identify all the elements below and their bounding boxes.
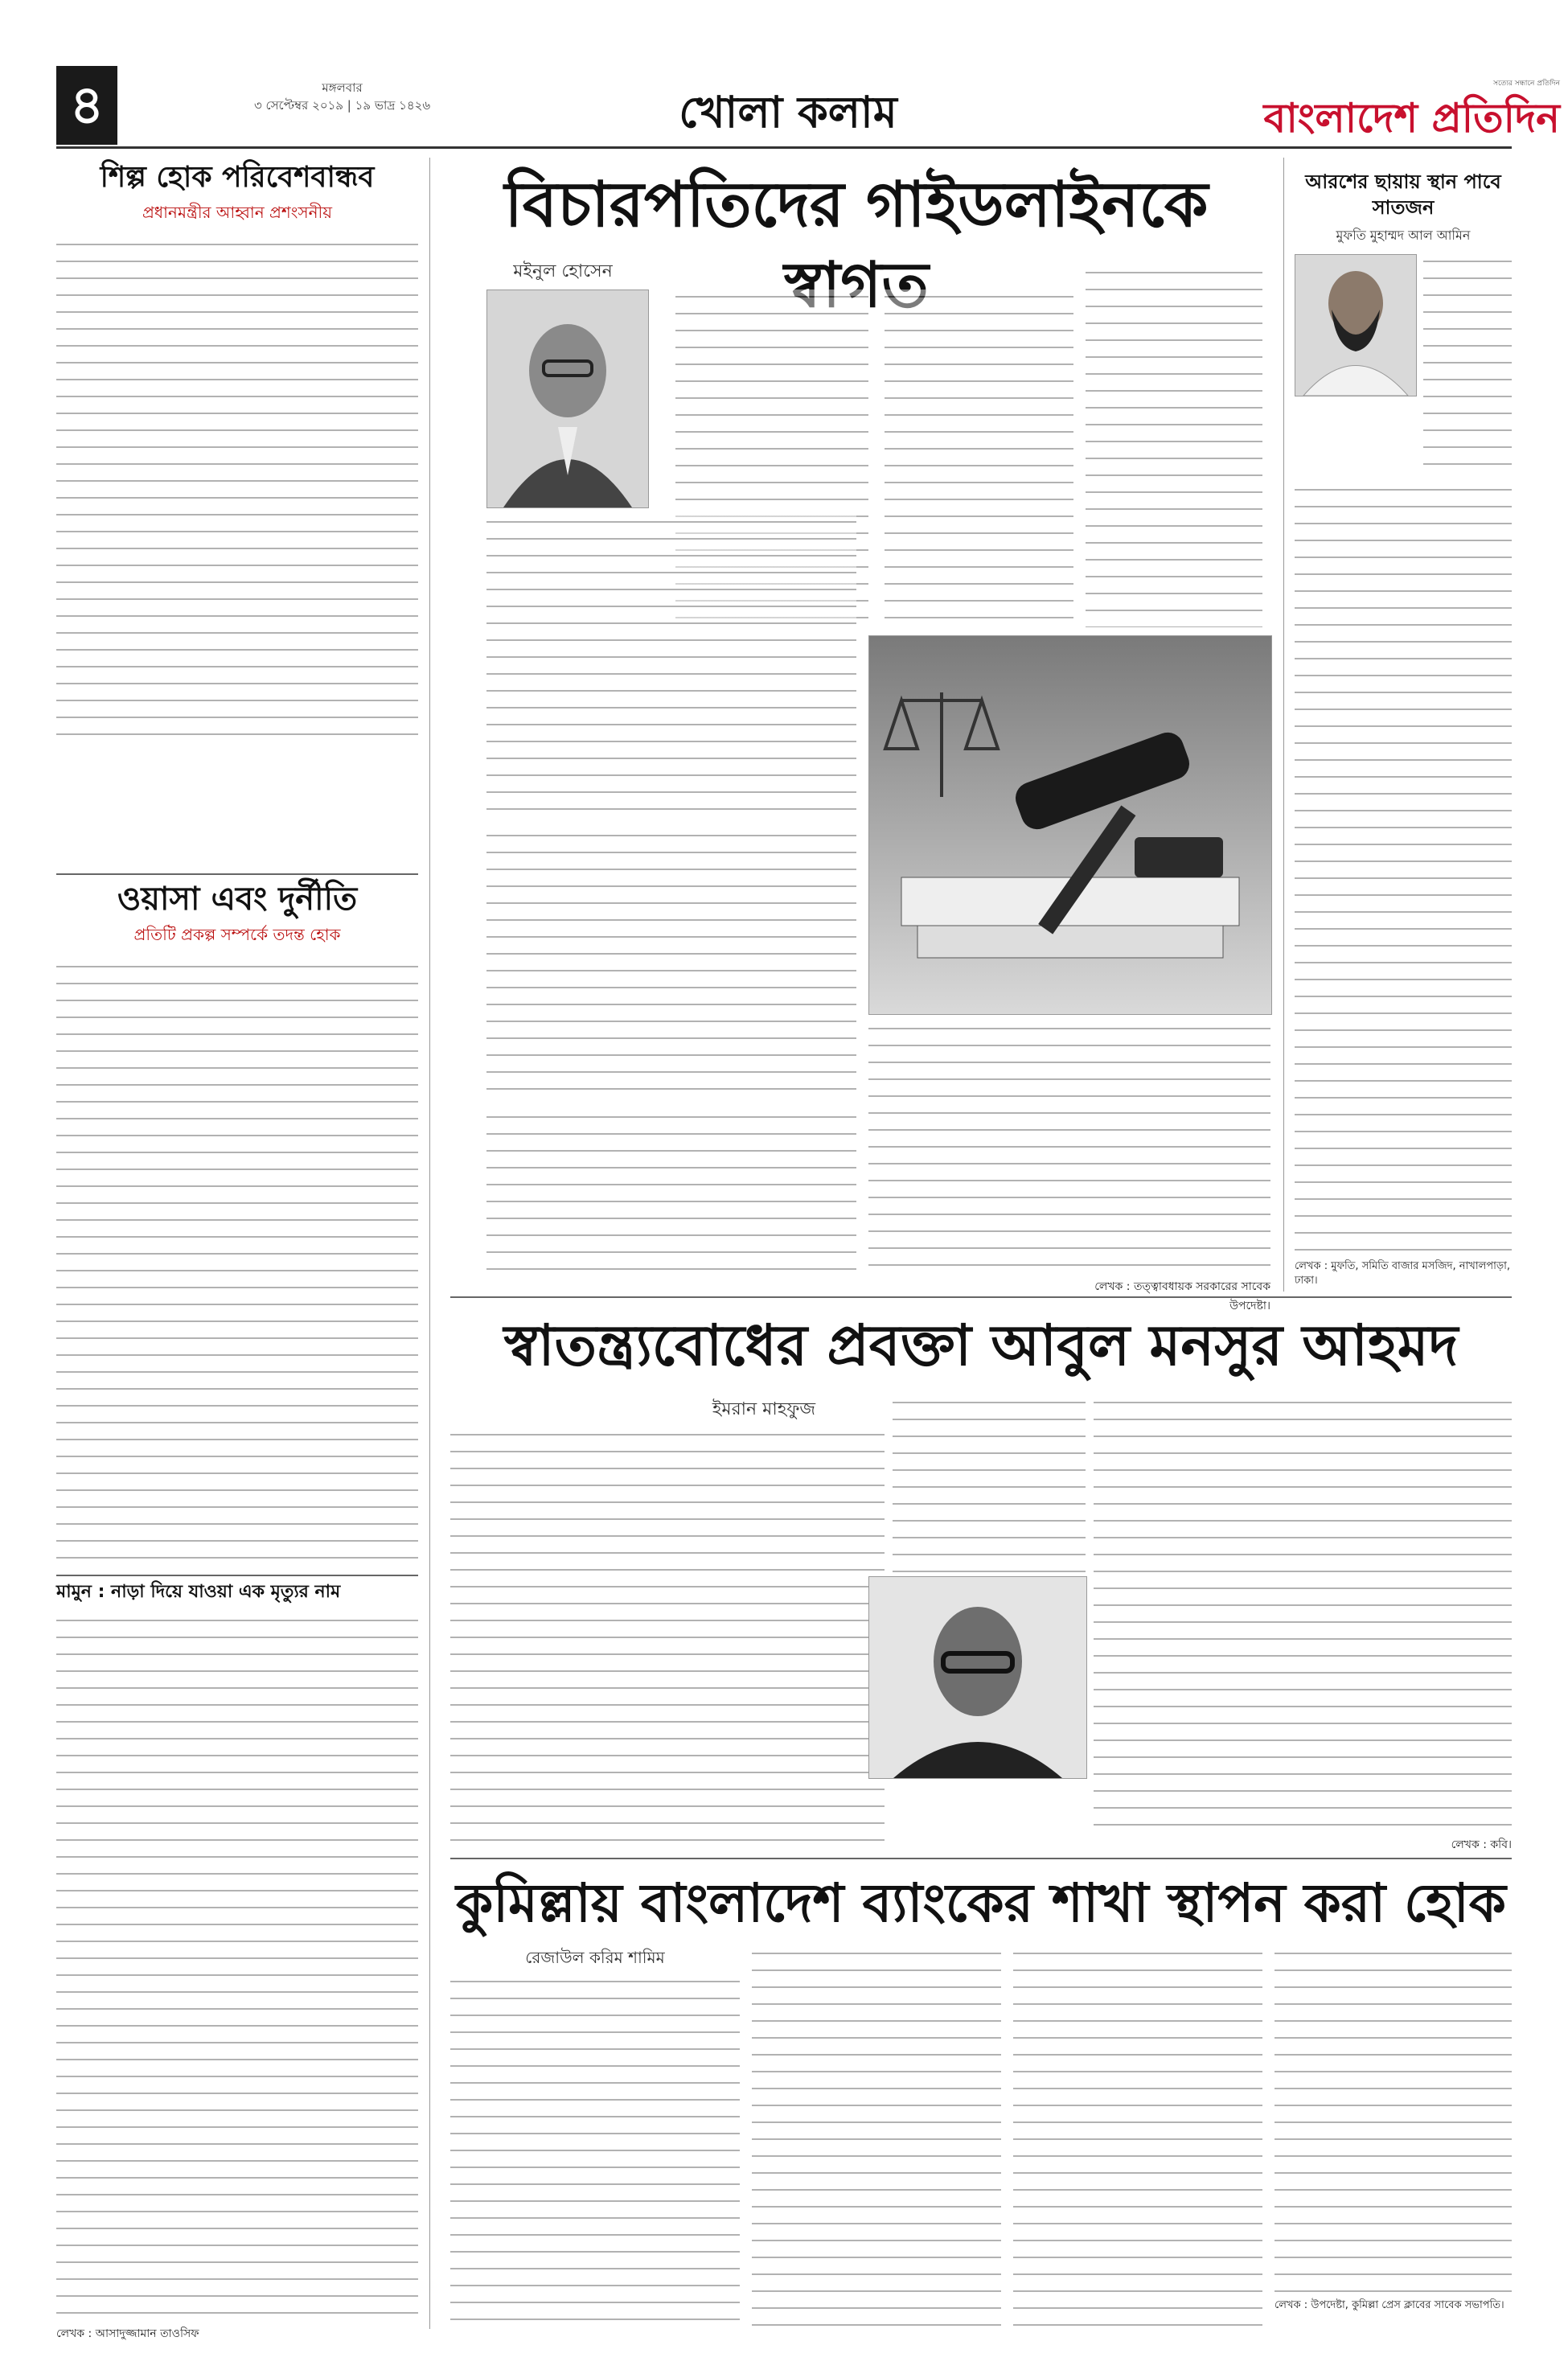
editorial-wasa bbox=[56, 877, 418, 1559]
article-cumilla-col4 bbox=[1275, 1946, 1512, 2292]
editorial-wasa-title: ওয়াসা এবং দুর্নীতি bbox=[117, 881, 358, 918]
divider bbox=[56, 873, 418, 875]
author-portrait-icon bbox=[1295, 255, 1416, 396]
issue-day: মঙ্গলবার bbox=[322, 80, 363, 95]
gavel-icon bbox=[869, 636, 1271, 1014]
editorial-wasa-body bbox=[56, 959, 418, 1559]
article-abul-mansur-col3 bbox=[1094, 1395, 1512, 1830]
divider bbox=[450, 1296, 1512, 1298]
editorial-shilpo-title: শিল্প হোক পরিবেশবান্ধব bbox=[100, 161, 375, 194]
article-mamun-title: মামুন : নাড়া দিয়ে যাওয়া এক মৃত্যুর নাম bbox=[56, 1582, 341, 1602]
author-portrait-icon bbox=[487, 290, 648, 507]
article-abul-mansur-col1 bbox=[450, 1427, 885, 1846]
article-bicharpoti-col2-top bbox=[885, 290, 1073, 627]
article-cumilla-author: রেজাউল করিম শামিম bbox=[525, 1948, 665, 1967]
gavel-illustration bbox=[868, 635, 1272, 1015]
article-bicharpoti-col1 bbox=[486, 515, 856, 820]
article-arosh-footnote: লেখক : মুফতি, সমিতি বাজার মসজিদ, নাখালপাড়া, ঢাকা। bbox=[1295, 1260, 1511, 1287]
issue-date bbox=[254, 79, 430, 114]
article-bicharpoti-author: মইনুল হোসেন bbox=[513, 261, 613, 281]
editorial-shilpo-body bbox=[56, 237, 418, 736]
divider bbox=[450, 1858, 1512, 1859]
column-rule bbox=[429, 158, 430, 2329]
editorial-shilpo bbox=[56, 158, 418, 736]
masthead-rule bbox=[56, 146, 1512, 149]
divider bbox=[56, 1575, 418, 1576]
article-cumilla-footnote: লেখক : উপদেষ্টা, কুমিল্লা প্রেস ক্লাবের সাবেক সভাপতি। bbox=[1275, 2299, 1504, 2311]
brand-tagline: সত্যের সন্ধানে প্রতিদিন bbox=[1493, 80, 1560, 88]
article-bicharpoti-col1-end bbox=[486, 1110, 856, 1271]
article-cumilla-title: কুমিল্লায় বাংলাদেশ ব্যাংকের শাখা স্থাপন করা হোক bbox=[456, 1872, 1506, 1934]
article-bicharpoti-lower bbox=[868, 1021, 1270, 1271]
article-arosh-author: মুফতি মুহাম্মদ আল আমিন bbox=[1336, 228, 1471, 243]
article-abul-mansur-author: ইমরান মাহফুজ bbox=[712, 1399, 816, 1419]
article-bicharpoti-col3 bbox=[1086, 265, 1262, 627]
article-arosh-title: আরশের ছায়ায় স্থান পাবে সাতজন bbox=[1305, 170, 1501, 219]
article-mamun-footnote: লেখক : আসাদুজ্জামান তাওসিফ bbox=[56, 2327, 199, 2340]
article-mamun bbox=[56, 1579, 418, 2343]
article-bicharpoti-col1-lower bbox=[486, 828, 856, 1102]
section-title: খোলা কলাম bbox=[679, 87, 897, 138]
portrait-icon bbox=[869, 1577, 1086, 1778]
author-photo bbox=[486, 290, 649, 508]
editorial-wasa-subtitle: প্রতিটি প্রকল্প সম্পর্কে তদন্ত হোক bbox=[133, 925, 341, 944]
article-abul-mansur-title: স্বাতন্ত্র্যবোধের প্রবক্তা আবুল মনসুর আহমদ bbox=[503, 1312, 1459, 1378]
column-rule bbox=[1283, 158, 1284, 1292]
article-cumilla-col2 bbox=[752, 1946, 1001, 2328]
article-arosh-body-top bbox=[1423, 254, 1512, 471]
article-arosh-body bbox=[1295, 483, 1512, 1255]
issue-date-text: ৩ সেপ্টেম্বর ২০১৯ | ১৯ ভাদ্র ১৪২৬ bbox=[254, 98, 431, 113]
editorial-shilpo-subtitle: প্রধানমন্ত্রীর আহ্বান প্রশংসনীয় bbox=[142, 203, 333, 222]
abul-mansur-portrait bbox=[868, 1576, 1087, 1779]
article-bicharpoti-footnote: লেখক : তত্ত্বাবধায়ক সরকারের সাবেক উপদেষ্টা। bbox=[1094, 1280, 1270, 1312]
article-cumilla-col3 bbox=[1013, 1946, 1262, 2328]
article-abul-mansur-footnote: লেখক : কবি। bbox=[1451, 1838, 1512, 1851]
author-photo bbox=[1295, 254, 1417, 396]
article-bicharpoti-title: বিচারপতিদের গাইডলাইনকে স্বাগত bbox=[504, 169, 1209, 322]
newspaper-logo: বাংলাদেশ প্রতিদিন bbox=[1263, 95, 1560, 142]
page-number: ৪ bbox=[56, 66, 117, 145]
article-mamun-body bbox=[56, 1613, 418, 2321]
article-cumilla-col1 bbox=[450, 1974, 740, 2328]
